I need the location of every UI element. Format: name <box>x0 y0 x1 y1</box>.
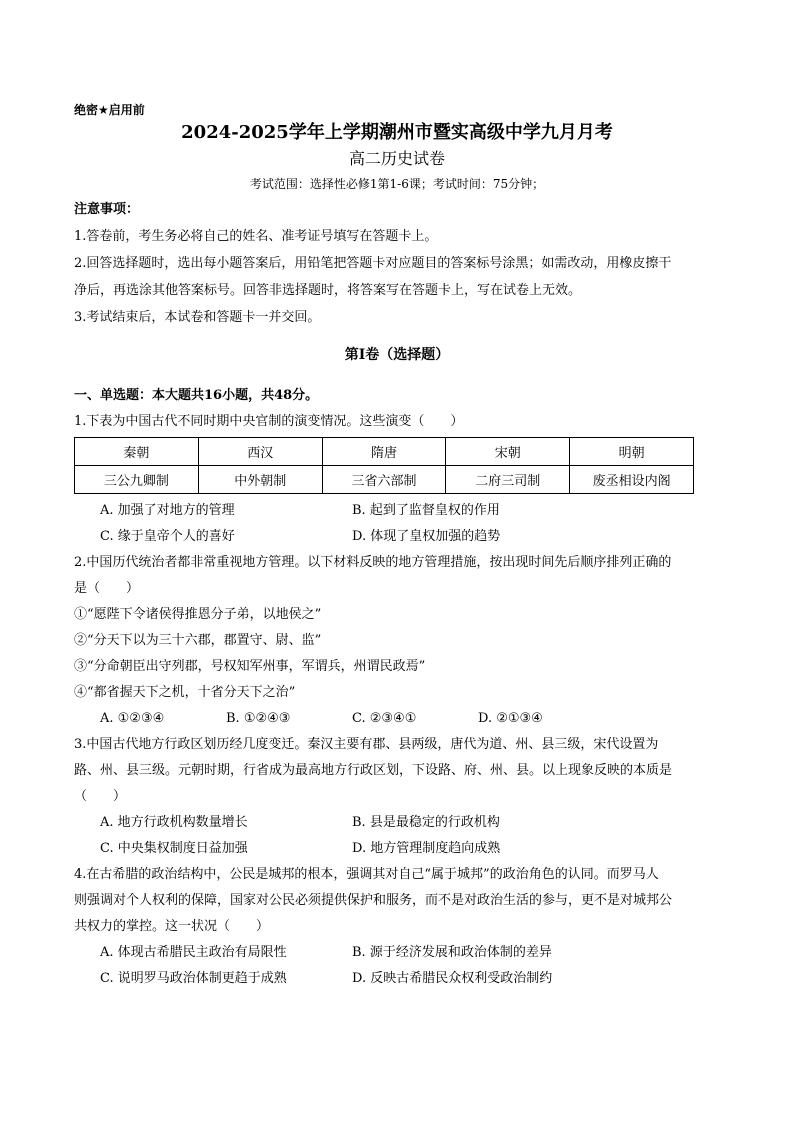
q4-stem: 共权力的掌控。这一状况（ ） <box>74 919 270 934</box>
q2-option-d: D. ②①③④ <box>478 711 543 726</box>
q4-stem: 4.在古希腊的政治结构中，公民是城邦的根本，强调其对自己“属于城邦”的政治角色的认同。而罗马人 <box>74 867 659 882</box>
q3-option-c: C. 中央集权制度日益加强 <box>100 841 248 856</box>
q2-option-a: A. ①②③④ <box>100 711 165 726</box>
q4-option-c: C. 说明罗马政治体制更趋于成熟 <box>100 971 287 986</box>
q1-option-b: B. 起到了监督皇权的作用 <box>352 503 500 518</box>
note-line: 3.考试结束后，本试卷和答题卡一并交回。 <box>74 310 321 325</box>
table-cell: 二府三司制 <box>446 466 570 494</box>
q4-options-row <box>74 940 720 966</box>
exam-page <box>74 100 720 992</box>
secret-label: 绝密★启用前 <box>74 103 145 117</box>
note-line: 1.答卷前，考生务必将自己的姓名、准考证号填写在答题卡上。 <box>74 229 438 244</box>
q2-item: ②“分天下以为三十六郡，郡置守、尉、监” <box>74 633 322 648</box>
q3-stem: 路、州、县三级。元朝时期，行省成为最高地方行政区划，下设路、府、州、县。以上现象反映的本质是 <box>74 763 673 778</box>
q2-item: ④“都省握天下之机，十省分天下之治” <box>74 685 296 700</box>
q4-option-a: A. 体现古希腊民主政治有局限性 <box>100 945 287 960</box>
exam-subtitle: 高二历史试卷 <box>348 149 445 168</box>
q3-stem: 3.中国古代地方行政区划历经几度变迁。秦汉主要有郡、县两级，唐代为道、州、县三级，宋代设置为 <box>74 737 659 752</box>
table-header-row <box>75 438 694 466</box>
table-header-cell: 宋朝 <box>446 438 570 466</box>
q2-item: ①“愿陛下令诸侯得推恩分子弟，以地侯之” <box>74 607 322 622</box>
exam-scope: 考试范围：选择性必修1第1-6课；考试时间：75分钟； <box>249 177 545 191</box>
q3-options-row <box>74 836 720 862</box>
table-header-cell: 秦朝 <box>75 438 199 466</box>
note-line: 2.回答选择题时，选出每小题答案后，用铅笔把答题卡对应题目的答案标号涂黑；如需改动，用橡皮擦干 <box>74 256 672 271</box>
q3-option-a: A. 地方行政机构数量增长 <box>100 815 248 830</box>
q1-option-a: A. 加强了对地方的管理 <box>100 503 235 518</box>
q3-option-d: D. 地方管理制度趋向成熟 <box>352 841 501 856</box>
q4-option-d: D. 反映古希腊民众权利受政治制约 <box>352 971 553 986</box>
table-cell: 中外朝制 <box>198 466 322 494</box>
q4-option-b: B. 源于经济发展和政治体制的差异 <box>352 945 552 960</box>
q3-options-row <box>74 810 720 836</box>
q2-options-row <box>74 706 720 732</box>
q1-option-c: C. 缘于皇帝个人的喜好 <box>100 529 235 544</box>
q1-options-row <box>74 498 720 524</box>
table-cell: 废丞相设内阁 <box>570 466 694 494</box>
q2-stem: 2.中国历代统治者都非常重视地方管理。以下材料反映的地方管理措施，按出现时间先后顺序排列正确的 <box>74 555 672 570</box>
exam-title: 2024-2025学年上学期潮州市暨实高级中学九月月考 <box>181 122 613 143</box>
section-title: 第I卷（选择题） <box>344 347 450 363</box>
table-cell: 三省六部制 <box>322 466 446 494</box>
q3-option-b: B. 县是最稳定的行政机构 <box>352 815 500 830</box>
table-header-cell: 西汉 <box>198 438 322 466</box>
table-cell: 三公九卿制 <box>75 466 199 494</box>
q2-option-c: C. ②③④① <box>352 711 417 726</box>
q3-stem: （ ） <box>74 789 127 804</box>
q4-options-row <box>74 966 720 992</box>
q2-option-b: B. ①②④③ <box>226 711 291 726</box>
table-header-cell: 明朝 <box>570 438 694 466</box>
q2-stem: 是（ ） <box>74 581 140 596</box>
q2-item: ③“分命朝臣出守列郡，号权知军州事，军谓兵，州谓民政焉” <box>74 659 426 674</box>
note-line: 净后，再选涂其他答案标号。回答非选择题时，将答案写在答题卡上，写在试卷上无效。 <box>74 283 582 298</box>
part-heading: 一、单选题：本大题共16小题，共48分。 <box>74 388 319 403</box>
q1-option-d: D. 体现了皇权加强的趋势 <box>352 529 501 544</box>
q4-stem: 则强调对个人权利的保障，国家对公民必须提供保护和服务，而不是对政治生活的参与，更不是对城邦公 <box>74 893 673 908</box>
table-header-cell: 隋唐 <box>322 438 446 466</box>
q1-options-row <box>74 524 720 550</box>
q1-table <box>74 437 694 494</box>
notes-heading: 注意事项： <box>74 202 140 217</box>
table-row <box>75 466 694 494</box>
q1-stem: 1.下表为中国古代不同时期中央官制的演变情况。这些演变（ ） <box>74 414 464 429</box>
